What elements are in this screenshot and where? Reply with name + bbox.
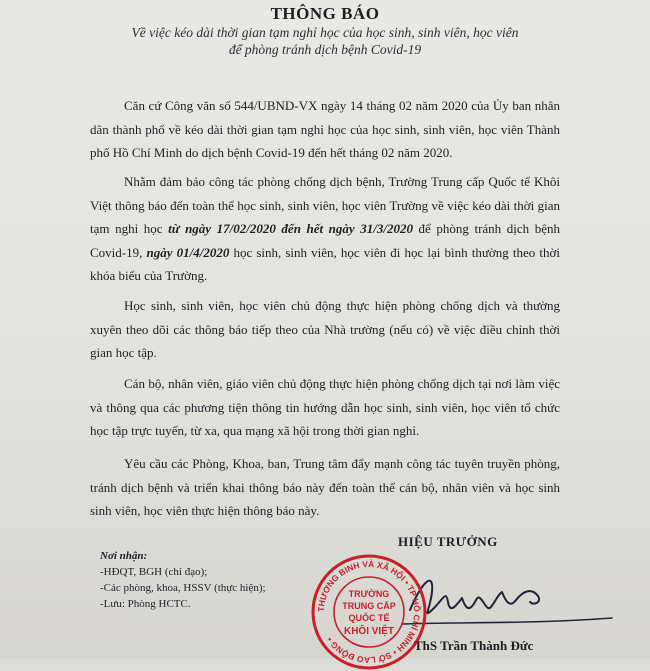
paragraph-staff: Cán bộ, nhân viên, giáo viên chủ động thực hiện phòng chống dịch tại nơi làm việc và thông qua các phương tiện thông tin hướng dẫn học sinh, sinh viên, học viên tổ chức học tập trực tuyến, từ xa, qua mạng xã hội trong thời gian nghỉ. (90, 376, 560, 438)
document-title: THÔNG BÁO (270, 4, 380, 23)
announcement-return-date: ngày 01/4/2020 (146, 244, 230, 260)
recipients-block (100, 548, 266, 612)
recipient-item: -Lưu: Phòng HCTC. (100, 598, 191, 610)
recipient-item: -Các phòng, khoa, HSSV (thực hiện); (100, 582, 266, 594)
recipients-heading: Nơi nhận: (100, 550, 148, 562)
announcement-text-a: Nhằm đảm bảo công tác phòng chống dịch bệnh, Trường Trung cấp Quốc tế Khôi Việt thông báo đến toàn thể học sinh, sinh viên, học viên Trường về việc kéo dài thời gian tạm nghỉ học (90, 174, 560, 236)
recipient-item: -HĐQT, BGH (chỉ đạo); (100, 566, 208, 578)
announcement-text-e: học sinh, sinh viên, học viên đi học lại bình thường theo thời khóa biểu của Trường. (90, 244, 560, 283)
seal-line: KHÔI VIỆT (343, 626, 395, 637)
announcement-text-c: để phòng tránh dịch bệnh Covid-19, (90, 221, 560, 260)
paragraph-departments: Yêu cầu các Phòng, Khoa, ban, Trung tâm đẩy mạnh công tác tuyên truyền phòng, tránh dịch bệnh và triển khai thông báo này đến toàn thể cán bộ, nhân viên và học sinh sinh viên, học viên thực hiện thông báo này. (90, 456, 560, 518)
seal-line: TRƯỜNG (348, 589, 390, 599)
paragraph-legal-basis: Căn cứ Công văn số 544/UBND-VX ngày 14 tháng 02 năm 2020 của Ủy ban nhân dân thành phố về kéo dài thời gian tạm nghỉ học của học sinh, sinh viên, học viên Thành phố Hồ Chí Minh do dịch bệnh Covid-19 đến hết tháng 02 năm 2020. (90, 98, 560, 160)
signatory-name: ThS Trần Thành Đức (414, 638, 534, 653)
school-seal (310, 553, 428, 671)
document-subtitle-line2: để phòng tránh dịch bệnh Covid-19 (228, 42, 422, 57)
seal-line: TRUNG CẤP (342, 601, 396, 611)
paragraph-students: Học sinh, sinh viên, học viên chủ động thực hiện phòng chống dịch và thường xuyên theo dõi các thông báo tiếp theo của Nhà trường (nếu có) về việc điều chỉnh thời gian học tập. (90, 298, 560, 360)
signatory-title: HIỆU TRƯỞNG (398, 534, 498, 549)
seal-ring-text: THƯƠNG BINH VÀ XÃ HỘI • TP HỒ CHÍ MINH • SỞ LAO ĐỘNG • (315, 558, 423, 666)
seal-line: QUỐC TẾ (348, 613, 390, 623)
document-subtitle-line1: Về việc kéo dài thời gian tạm nghỉ học của học sinh, sinh viên, học viên (131, 25, 519, 40)
paragraph-announcement (90, 170, 560, 288)
announcement-date-range: từ ngày 17/02/2020 đến hết ngày 31/3/2020 (168, 221, 413, 236)
